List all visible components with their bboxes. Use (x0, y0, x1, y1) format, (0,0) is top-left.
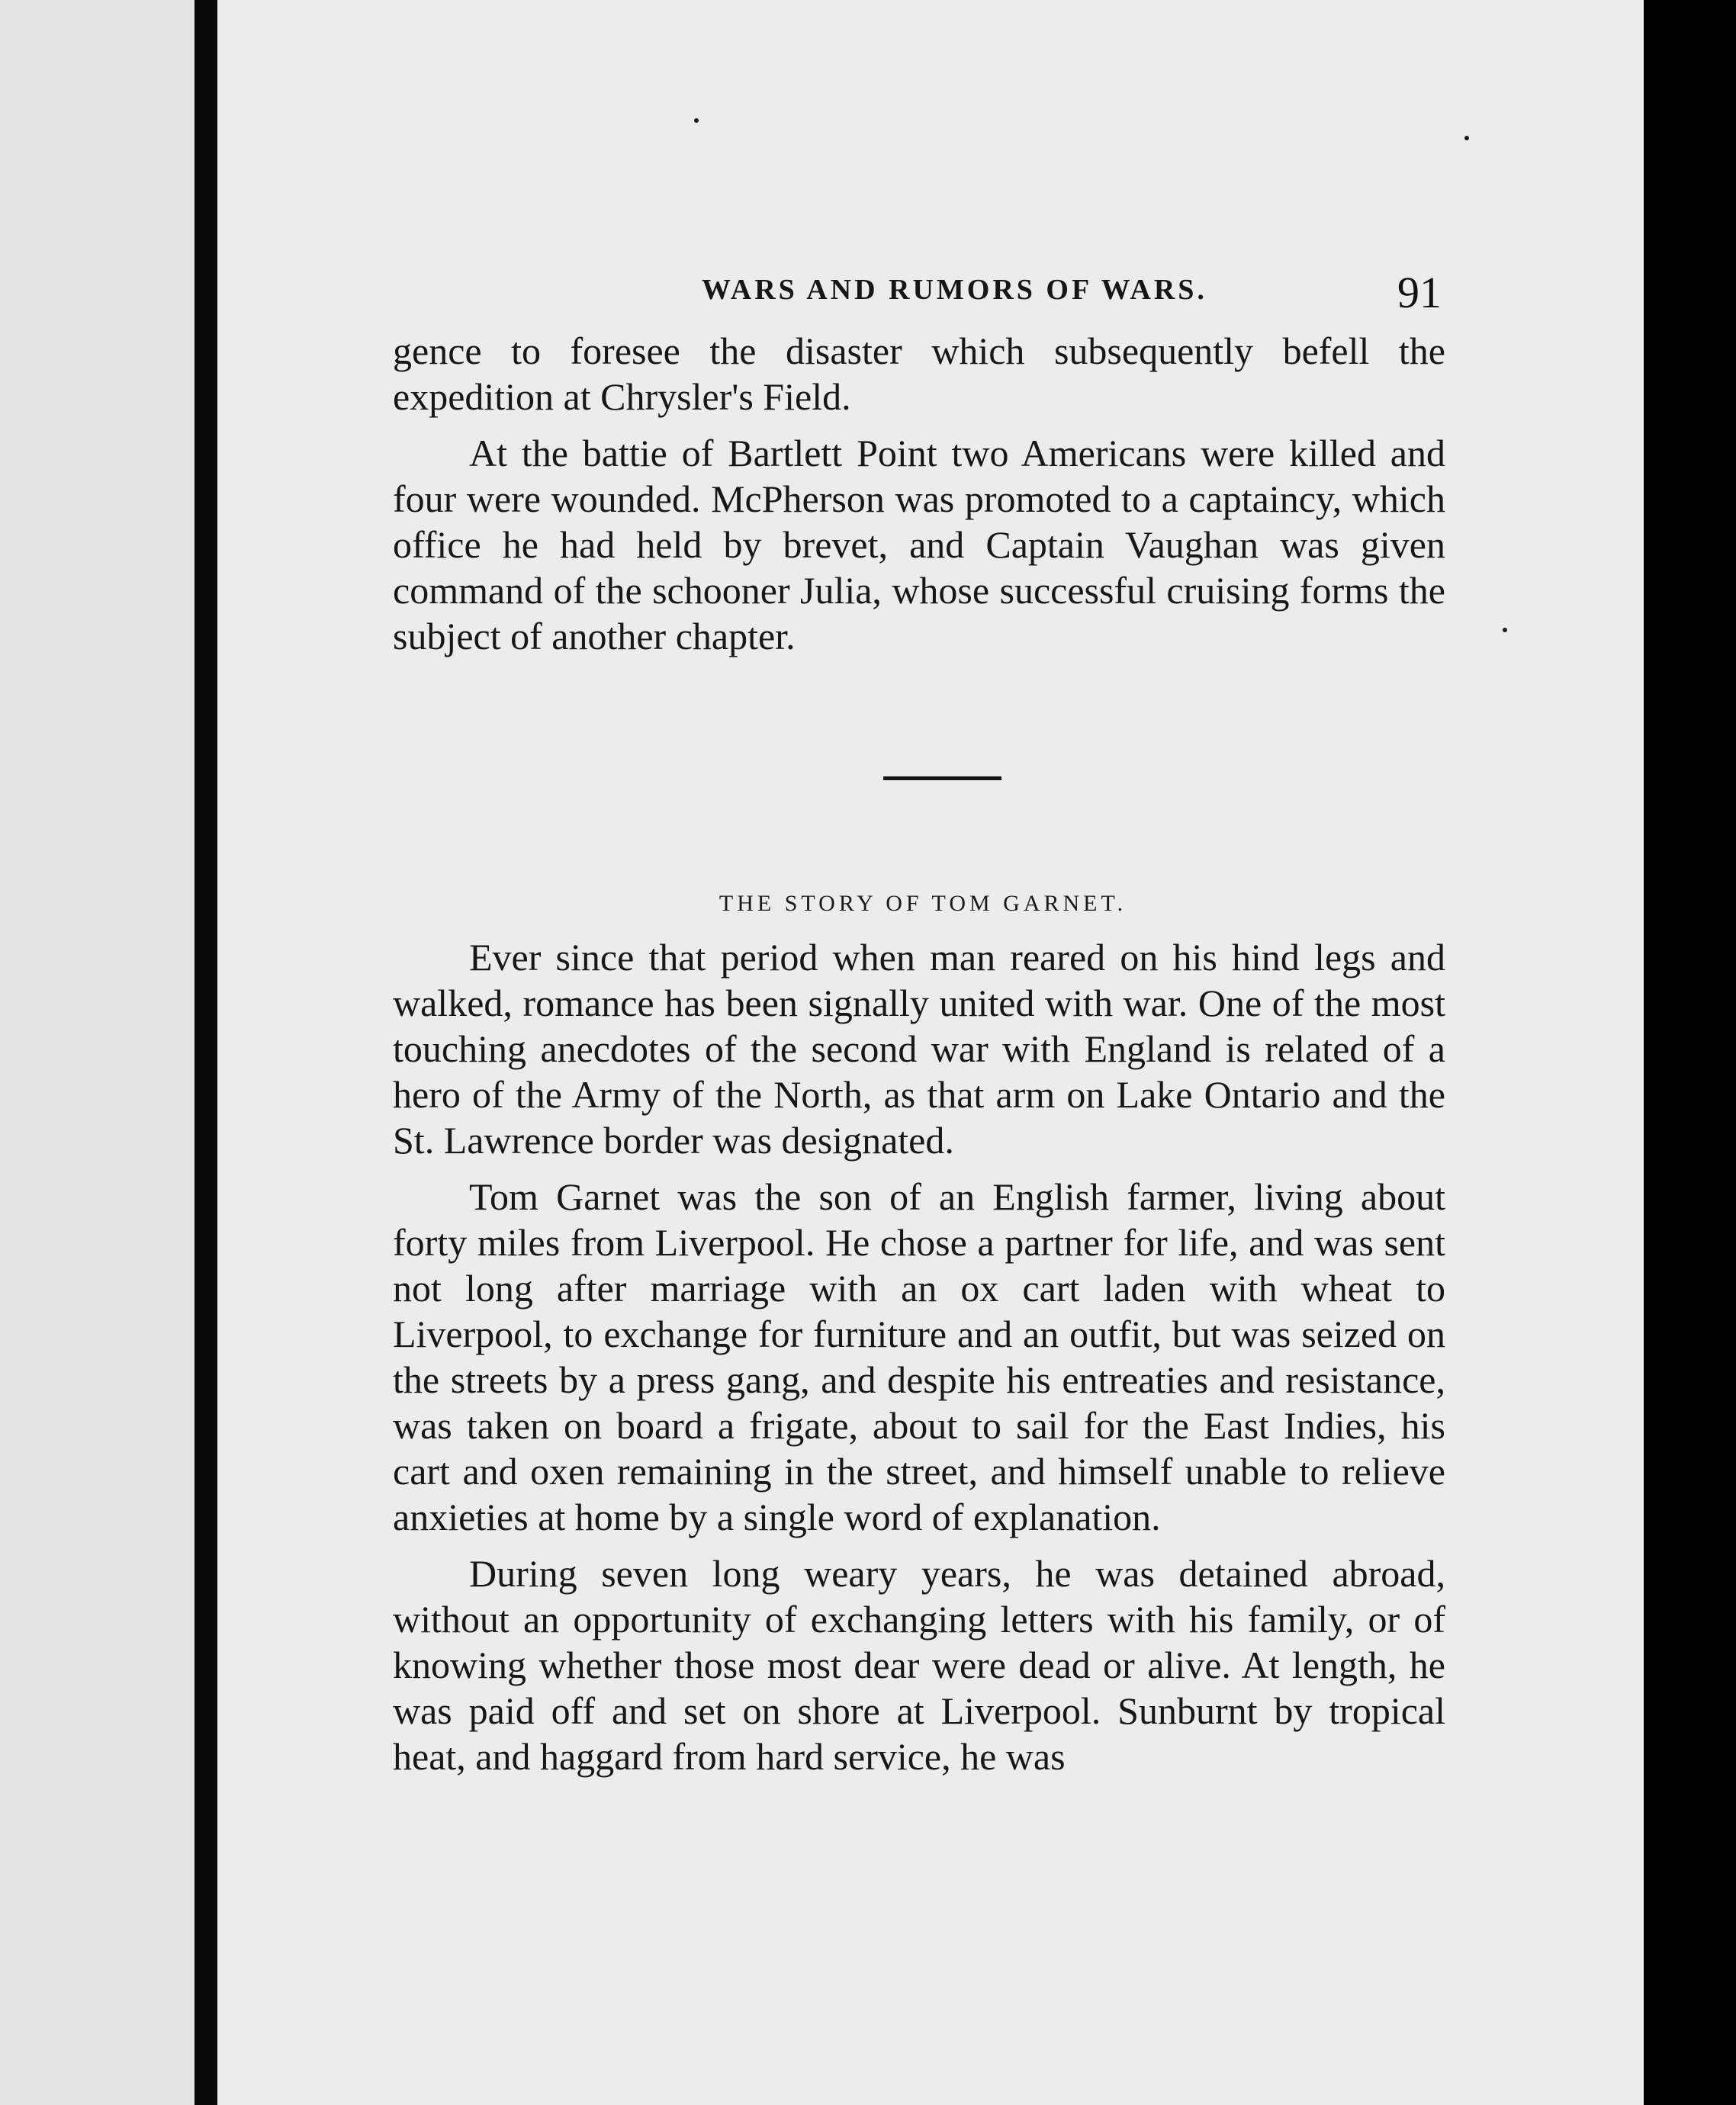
paragraph: At the battie of Bartlett Point two Americans were killed and four were wounded. McPherson was promoted to a captaincy, which office he had held by brevet, and Captain Vaughan was given command of the schooner Julia, whose successful cruising forms the subject of another chapter. (393, 432, 1445, 657)
running-title: WARS AND RUMORS OF WARS. (702, 274, 1207, 306)
continued-text (393, 328, 1445, 670)
book-gutter (194, 0, 217, 2105)
dust-speck (1464, 136, 1469, 140)
dust-speck (1503, 628, 1507, 632)
dust-speck (694, 118, 699, 123)
running-header (488, 267, 1442, 328)
paragraph: gence to foresee the disaster which subsequently befell the expedition at Chrysler's Field. (393, 329, 1445, 418)
paragraph: During seven long weary years, he was detained abroad, without an opportunity of exchanging letters with his family, or of knowing whether those most dear were dead or alive. At length, he was paid off and set on shore at Liverpool. Sunburnt by tropical heat, and haggard from hard service, he was (393, 1552, 1445, 1778)
facing-page-edge (0, 0, 194, 2105)
page-number: 91 (1397, 268, 1442, 317)
paragraph: Tom Garnet was the son of an English farmer, living about forty miles from Liverpool. He chose a partner for life, and was sent not long after marriage with an ox cart laden with wheat to Liverpool, to exchange for furniture and an outfit, but was seized on the streets by a press gang, and despite his entreaties and resistance, was taken on board a frigate, about to sail for the East Indies, his cart and oxen remaining in the street, and himself unable to relieve anxieties at home by a single word of explanation. (393, 1175, 1445, 1538)
story-text (393, 934, 1445, 1790)
paragraph: Ever since that period when man reared on his hind legs and walked, romance has been signally united with war. One of the most touching anecdotes of the second war with England is related of a hero of the Army of the North, as that arm on Lake Ontario and the St. Lawrence border was designated. (393, 936, 1445, 1162)
section-divider (883, 776, 1001, 780)
scan-margin (1644, 0, 1736, 2105)
section-title: THE STORY OF TOM GARNET. (719, 891, 1127, 916)
